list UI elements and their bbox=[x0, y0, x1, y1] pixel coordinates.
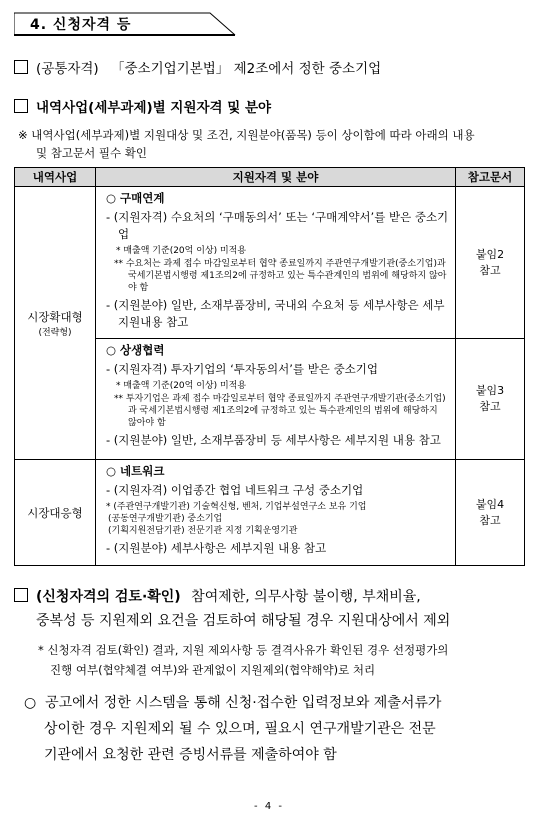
section-heading bbox=[14, 12, 236, 36]
program-name: 시장확대형 bbox=[27, 309, 83, 324]
header-qualification: 지원자격 및 분야 bbox=[96, 168, 456, 187]
program-name: 시장대응형 bbox=[27, 505, 83, 520]
reference-cell bbox=[456, 339, 525, 460]
qualification-cell bbox=[96, 339, 456, 460]
block-field: - (지원분야) 일반, 소재부품장비, 국내외 수요처 등 세부사항은 세부 지원내용 참고 bbox=[106, 298, 445, 329]
checkbox-square-icon bbox=[14, 588, 28, 602]
header-reference: 참고문서 bbox=[456, 168, 525, 187]
detail-heading bbox=[14, 96, 271, 116]
review-note-1: * 신청자격 검토(확인) 결과, 지원 제외사항 등 결격사유가 확인된 경우 선정평가의 bbox=[38, 643, 449, 657]
reference-label: 붙임4 bbox=[475, 497, 505, 511]
closing-line-2: 상이한 경우 지원제외 될 수 있으며, 필요시 연구개발기관은 전문 bbox=[44, 721, 436, 737]
review-paragraph bbox=[14, 585, 530, 633]
block-heading: ○ 네트워크 bbox=[106, 464, 165, 478]
table-row bbox=[15, 187, 525, 339]
review-text-1: 참여제한, 의무사항 불이행, 부채비율, bbox=[191, 589, 421, 605]
block-heading: ○ 상생협력 bbox=[106, 343, 165, 357]
block-footnote: * (주관연구개발기관) 기술혁신형, 벤처, 기업부설연구소 보유 기업 bbox=[106, 502, 367, 512]
block-footnote: (기획지원전담기관) 전문기관 지정 기획운영기관 bbox=[108, 526, 298, 536]
block-footnote: ** 수요처는 과제 접수 마감일로부터 협약 종료일까지 주관연구개발기관(중소기업)과 국세기본법시행령 제1조의2에 규정하고 있는 특수관계인의 범위에 해당하지 않아야 함 bbox=[114, 259, 447, 293]
note-line-1: 내역사업(세부과제)별 지원대상 및 조건, 지원분야(품목) 등이 상이함에 따라 아래의 내용 bbox=[31, 128, 475, 142]
qualification-table bbox=[14, 167, 525, 566]
qualification-cell bbox=[96, 187, 456, 339]
detail-heading-text: 내역사업(세부과제)별 지원자격 및 분야 bbox=[36, 100, 272, 116]
block-field: - (지원분야) 세부사항은 세부지원 내용 참고 bbox=[106, 541, 327, 555]
review-note bbox=[38, 640, 532, 680]
checkbox-square-icon bbox=[14, 99, 28, 113]
block-footnote: * 매출액 기준(20억 이상) 미적용 bbox=[116, 246, 247, 256]
review-label: (신청자격의 검토·확인) bbox=[36, 589, 181, 605]
review-note-2: 진행 여부(협약체결 여부)와 관계없이 지원제외(협약해약)로 처리 bbox=[50, 663, 376, 677]
note-mark: ※ bbox=[18, 128, 28, 142]
reference-label: 붙임2 bbox=[475, 247, 505, 261]
closing-paragraph bbox=[14, 690, 530, 768]
section-title: 4. 신청자격 등 bbox=[30, 17, 132, 33]
review-text-2: 중복성 등 지원제외 요건을 검토하여 해당될 경우 지원대상에서 제외 bbox=[36, 613, 451, 629]
qualification-cell bbox=[96, 460, 456, 566]
program-cell bbox=[15, 187, 96, 460]
block-field: - (지원분야) 일반, 소재부품장비 등 세부사항은 세부지원 내용 참고 bbox=[106, 433, 441, 447]
table-header-row bbox=[15, 168, 525, 187]
reference-note: 참고 bbox=[479, 400, 501, 413]
note bbox=[18, 126, 530, 162]
block-qualification: - (지원자격) 투자기업의 ‘투자동의서’를 받은 중소기업 bbox=[106, 362, 378, 376]
block-heading: ○ 구매연계 bbox=[106, 191, 165, 205]
common-label: (공통자격) bbox=[36, 61, 99, 77]
closing-line-3: 기관에서 요청한 관련 증빙서류를 제출하여야 함 bbox=[44, 747, 337, 763]
block-qualification: - (지원자격) 이업종간 협업 네트워크 구성 중소기업 bbox=[106, 483, 364, 497]
page-number: - 4 - bbox=[254, 801, 284, 812]
table-row bbox=[15, 460, 525, 566]
reference-label: 붙임3 bbox=[475, 384, 505, 397]
common-text: 「중소기업기본법」 제2조에서 정한 중소기업 bbox=[111, 61, 382, 77]
reference-cell bbox=[456, 460, 525, 566]
block-footnote: ** 투자기업은 과제 접수 마감일로부터 협약 종료일까지 주관연구개발기관(중소기업)과 국세기본법시행령 제1조의2에 규정하고 있는 특수관계인의 범위에 해당하지 않아야 함 bbox=[114, 394, 446, 428]
closing-line-1: 공고에서 정한 시스템을 통해 신청·접수한 입력정보와 제출서류가 bbox=[45, 695, 442, 711]
reference-note: 참고 bbox=[479, 263, 501, 277]
block-footnote: (공동연구개발기관) 중소기업 bbox=[108, 514, 223, 524]
common-qualification bbox=[14, 57, 381, 77]
program-cell bbox=[15, 460, 96, 566]
block-qualification: - (지원자격) 수요처의 ‘구매동의서’ 또는 ‘구매계약서’를 받은 중소기업 bbox=[106, 210, 449, 241]
reference-cell bbox=[456, 187, 525, 339]
reference-note: 참고 bbox=[479, 513, 501, 527]
block-footnote: * 매출액 기준(20억 이상) 미적용 bbox=[116, 381, 247, 391]
note-line-2: 및 참고문서 필수 확인 bbox=[36, 146, 147, 160]
program-sub: (전략형) bbox=[38, 327, 72, 338]
bullet-circle-icon: ○ bbox=[24, 695, 37, 711]
header-program: 내역사업 bbox=[15, 168, 96, 187]
checkbox-square-icon bbox=[14, 60, 28, 74]
